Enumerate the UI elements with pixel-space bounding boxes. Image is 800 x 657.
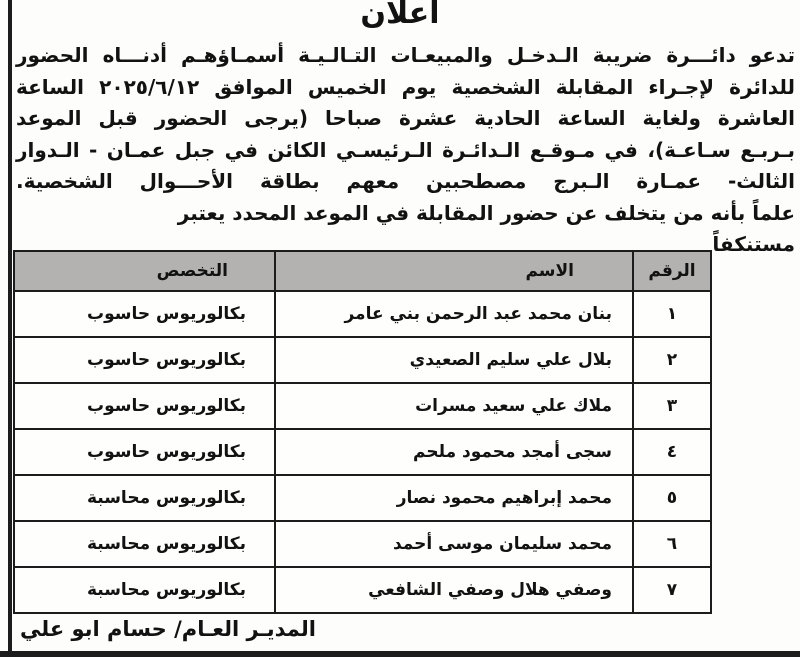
row-number: ٥	[633, 475, 711, 521]
body-line-5: الثالث- عمـارة الـبرج مصطحبين معهم بطاقة الأحـــوال الشخصية.	[16, 169, 795, 193]
row-number: ٤	[633, 429, 711, 475]
row-number: ٦	[633, 521, 711, 567]
table-row	[14, 337, 711, 383]
table-row	[14, 567, 711, 613]
page-bottom-border	[0, 651, 800, 657]
row-specialization: بكالوريوس حاسوب	[14, 429, 275, 475]
body-line-1: تدعو دائـــرة ضريبة الـدخـل والمبيعـات التـالـيـة أسمـاؤهـم أدنـــاه الحضور	[16, 43, 795, 67]
row-number: ٧	[633, 567, 711, 613]
table-row	[14, 429, 711, 475]
signature: المديـر العـام/ حسام ابو علي	[20, 617, 316, 641]
row-number: ٢	[633, 337, 711, 383]
row-specialization: بكالوريوس محاسبة	[14, 521, 275, 567]
column-header-specialization: التخصص	[14, 251, 275, 291]
row-name: محمد إبراهيم محمود نصار	[275, 475, 633, 521]
row-specialization: بكالوريوس حاسوب	[14, 291, 275, 337]
announcement-body	[16, 40, 795, 261]
row-number: ٣	[633, 383, 711, 429]
column-header-number: الرقم	[633, 251, 711, 291]
column-header-name: الاسم	[275, 251, 633, 291]
row-name: وصفي هلال وصفي الشافعي	[275, 567, 633, 613]
table-row	[14, 383, 711, 429]
row-name: بنان محمد عبد الرحمن بني عامر	[275, 291, 633, 337]
row-specialization: بكالوريوس محاسبة	[14, 567, 275, 613]
row-number: ١	[633, 291, 711, 337]
row-specialization: بكالوريوس محاسبة	[14, 475, 275, 521]
body-line-6: علماً بأنه من يتخلف عن حضور المقابلة في الموعد المحدد يعتبر مستنكفاً	[177, 200, 795, 256]
header-row	[14, 251, 711, 291]
table-row	[14, 291, 711, 337]
table-row	[14, 475, 711, 521]
applicants-table-header	[14, 251, 711, 291]
row-name: محمد سليمان موسى أحمد	[275, 521, 633, 567]
body-line-2: للدائرة لإجـراء المقابلة الشخصية يوم الخميس الموافق ٢٠٢٥/٦/١٢ الساعة	[16, 74, 795, 99]
body-line-4: بـربـع سـاعـة)، في مـوقـع الـدائـرة الـرئيسـي الكائن في جبل عمـان - الـدوار	[16, 137, 795, 162]
table-row	[14, 521, 711, 567]
page-left-border	[8, 0, 12, 651]
row-specialization: بكالوريوس حاسوب	[14, 337, 275, 383]
row-name: بلال علي سليم الصعيدي	[275, 337, 633, 383]
row-specialization: بكالوريوس حاسوب	[14, 383, 275, 429]
applicants-table	[13, 250, 712, 614]
page-title: اعلان	[360, 0, 440, 31]
body-line-3: العاشرة ولغاية الساعة الحادية عشرة صباحا (يرجى الحضور قبل الموعد	[16, 106, 795, 130]
row-name: ملاك علي سعيد مسرات	[275, 383, 633, 429]
row-name: سجى أمجد محمود ملحم	[275, 429, 633, 475]
applicants-table-body	[14, 291, 711, 613]
